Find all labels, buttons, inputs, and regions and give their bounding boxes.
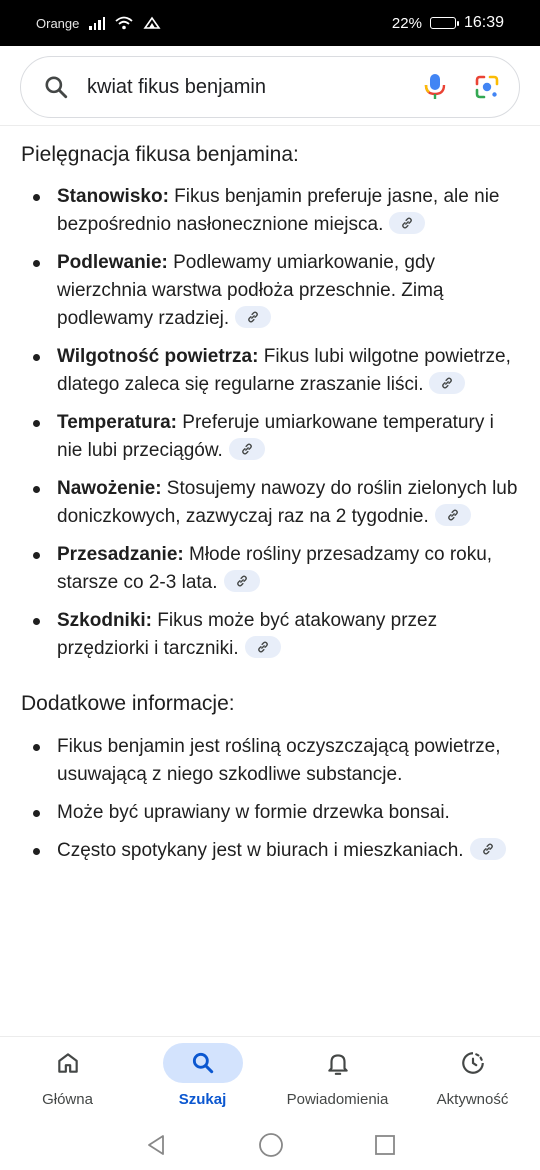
list-item (21, 409, 520, 465)
list-item-text: Fikus może być atakowany przez przędziorki i tarczniki. (57, 610, 438, 660)
status-right (392, 14, 504, 32)
source-link-button[interactable] (470, 838, 506, 860)
clock: 16:39 (463, 14, 504, 31)
list-item (21, 249, 520, 333)
source-link-button[interactable] (229, 438, 265, 460)
source-link-button[interactable] (224, 570, 260, 592)
list-item-term: Temperatura: (57, 412, 178, 434)
bell-icon (325, 1050, 351, 1076)
carrier-name: Orange (36, 15, 80, 31)
list-item-term: Szkodniki: (57, 610, 153, 632)
recents-icon[interactable] (374, 1134, 396, 1156)
care-list (21, 183, 520, 663)
list-item (21, 343, 520, 399)
battery-percent: 22% (391, 14, 422, 32)
list-item (21, 541, 520, 597)
nav-label-search: Szukaj (178, 1091, 227, 1108)
nav-label-home: Główna (42, 1091, 93, 1108)
list-item-text: Młode rośliny przesadzamy co roku, starsze co 2-3 lata. (57, 544, 493, 594)
link-icon (481, 842, 495, 856)
back-icon[interactable] (144, 1133, 168, 1157)
search-box[interactable] (20, 56, 520, 118)
source-link-button[interactable] (429, 372, 465, 394)
list-item-text: Podlewamy umiarkowanie, gdy wierzchnia warstwa podłoża przeschnie. Zimą podlewamy rzadziej. (57, 252, 444, 330)
home-icon (55, 1050, 81, 1076)
list-item (21, 607, 520, 663)
list-item-term: Wilgotność powietrza: (57, 346, 259, 368)
link-icon (446, 508, 460, 522)
list-item-text: Fikus benjamin preferuje jasne, ale nie bezpośrednio nasłonecznione miejsca. (57, 186, 500, 236)
search-input[interactable] (87, 76, 397, 99)
list-item-text: Preferuje umiarkowane temperatury i nie lubi przeciągów. (57, 412, 494, 462)
section-title-extra: Dodatkowe informacje: (21, 692, 235, 716)
list-item (21, 733, 520, 789)
search-icon[interactable] (43, 74, 69, 100)
signal-icon (89, 16, 105, 30)
search-header (0, 46, 540, 126)
link-icon (235, 574, 249, 588)
list-item-text: Fikus benjamin jest rośliną oczyszczającą powietrze, usuwającą z niego szkodliwe substancje. (57, 735, 501, 785)
link-icon (246, 310, 260, 324)
link-icon (400, 216, 414, 230)
activity-icon (460, 1050, 486, 1076)
home-circle-icon[interactable] (258, 1132, 284, 1158)
list-item-text: Stosujemy nawozy do roślin zielonych lub doniczkowych, zazwyczaj raz na 2 tygodnie. (57, 478, 518, 528)
answer-content (0, 140, 540, 875)
data-saver-icon (143, 16, 161, 30)
section-title-care: Pielęgnacja fikusa benjamina: (21, 143, 299, 166)
nav-item-home[interactable] (3, 1043, 133, 1108)
link-icon (440, 376, 454, 390)
nav-item-search[interactable] (138, 1043, 268, 1108)
nav-item-notifications[interactable] (273, 1043, 403, 1108)
list-item (21, 183, 520, 239)
source-link-button[interactable] (435, 504, 471, 526)
battery-icon (430, 17, 456, 29)
list-item-text: Może być uprawiany w formie drzewka bonsai. (57, 801, 450, 823)
list-item (21, 837, 520, 865)
list-item-term: Nawożenie: (57, 478, 162, 500)
wifi-icon (115, 16, 133, 30)
link-icon (240, 442, 254, 456)
status-left (36, 16, 161, 31)
status-bar (0, 0, 540, 46)
source-link-button[interactable] (245, 636, 281, 658)
list-item (21, 799, 520, 827)
nav-label-notifications: Powiadomienia (286, 1091, 389, 1108)
extra-list (21, 733, 520, 865)
mic-icon[interactable] (421, 73, 449, 101)
nav-item-activity[interactable] (408, 1043, 538, 1108)
system-nav-bar (0, 1120, 540, 1170)
nav-label-activity: Aktywność (436, 1091, 509, 1108)
source-link-button[interactable] (235, 306, 271, 328)
list-item-text: Często spotykany jest w biurach i mieszkaniach. (57, 839, 464, 861)
list-item-term: Przesadzanie: (57, 544, 184, 566)
link-icon (256, 640, 270, 654)
list-item-term: Stanowisko: (57, 186, 169, 208)
list-item-term: Podlewanie: (57, 252, 168, 274)
lens-icon[interactable] (473, 73, 501, 101)
bottom-nav (0, 1036, 540, 1120)
source-link-button[interactable] (389, 212, 425, 234)
list-item (21, 475, 520, 531)
list-item-text: Fikus lubi wilgotne powietrze, dlatego zaleca się regularne zraszanie liści. (57, 346, 511, 396)
search-icon (190, 1050, 216, 1076)
